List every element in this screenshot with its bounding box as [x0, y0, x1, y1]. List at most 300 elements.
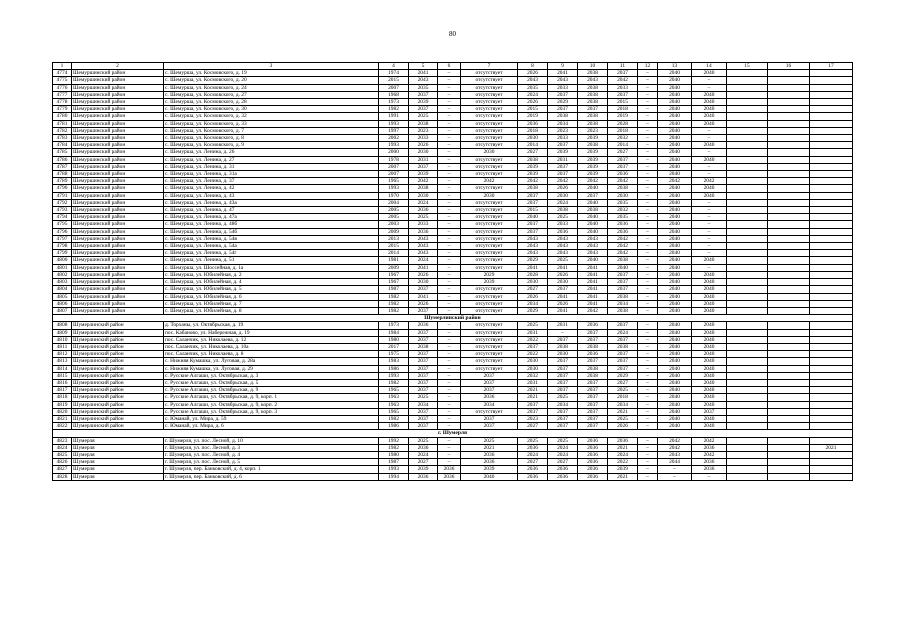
table-cell: –	[438, 91, 461, 98]
table-cell: 1982	[379, 300, 409, 307]
table-cell: отсутствует	[461, 142, 518, 149]
table-cell	[810, 113, 853, 120]
table-cell	[727, 387, 768, 394]
table-cell	[810, 437, 853, 444]
table-cell: 2037	[409, 351, 438, 358]
table-cell: 2040	[658, 142, 692, 149]
table-cell: 2026	[518, 70, 548, 77]
table-cell: Шемуршинский район	[72, 199, 164, 206]
table-cell: 2017	[379, 343, 409, 350]
table-cell: 2026	[518, 293, 548, 300]
table-cell: 2040	[658, 207, 692, 214]
table-cell: 2040	[692, 271, 727, 278]
table-cell: 2040	[658, 84, 692, 91]
table-cell: 2035	[608, 199, 638, 206]
table-cell: отсутствует	[461, 221, 518, 228]
table-cell: 2040	[658, 235, 692, 242]
table-cell: 2041	[578, 264, 608, 271]
table-cell: –	[692, 221, 727, 228]
table-cell: –	[638, 293, 658, 300]
table-cell	[727, 113, 768, 120]
table-cell: с. Шемурша, ул. Космовского, д. 7	[164, 127, 379, 134]
table-cell: 2027	[608, 149, 638, 156]
table-cell: г. Шумерля, ул. пос. Лесной, д. 4	[164, 451, 379, 458]
table-cell: 2040	[658, 243, 692, 250]
table-cell	[727, 171, 768, 178]
table-cell: отсутствует	[461, 135, 518, 142]
table-cell: 4798	[53, 243, 72, 250]
table-cell: с. Шемурша, ул. Ленина, д. 48б	[164, 221, 379, 228]
table-cell: 2038	[518, 156, 548, 163]
table-cell: отсутствует	[461, 322, 518, 329]
table-cell: 2026	[409, 142, 438, 149]
table-row	[53, 70, 853, 77]
table-cell	[810, 473, 853, 480]
table-cell: 2007	[379, 84, 409, 91]
table-cell: 4826	[53, 459, 72, 466]
table-cell: 2031	[518, 329, 548, 336]
table-cell: 2037	[578, 401, 608, 408]
table-row	[53, 293, 853, 300]
table-row	[53, 91, 853, 98]
table-cell: 2036	[578, 473, 608, 480]
table-cell: 2037	[578, 358, 608, 365]
table-cell	[768, 156, 810, 163]
table-cell: –	[692, 171, 727, 178]
table-cell: 2043	[548, 235, 578, 242]
table-cell: 2041	[409, 70, 438, 77]
table-cell: Шемуршинский район	[72, 214, 164, 221]
table-cell	[810, 228, 853, 235]
table-cell	[727, 120, 768, 127]
table-cell: 2037	[461, 423, 518, 430]
table-cell: г. Шумерля, пер. Банковский, д. 6	[164, 473, 379, 480]
table-cell: с. Шемурша, ул. Юбилейная, д. 7	[164, 300, 379, 307]
table-cell	[727, 84, 768, 91]
table-cell: 2038	[608, 185, 638, 192]
table-cell: 2040	[692, 336, 727, 343]
table-cell	[727, 135, 768, 142]
table-row	[53, 415, 853, 422]
table-cell: –	[658, 466, 692, 473]
table-cell: 4791	[53, 192, 72, 199]
table-cell: 2036	[692, 444, 727, 451]
table-cell: 2027	[608, 379, 638, 386]
table-cell: 1982	[379, 444, 409, 451]
table-cell: –	[438, 423, 461, 430]
table-cell: 4805	[53, 293, 72, 300]
table-cell: –	[438, 293, 461, 300]
table-cell: 2043	[409, 77, 438, 84]
table-row	[53, 459, 853, 466]
table-cell: 4780	[53, 113, 72, 120]
table-cell	[768, 99, 810, 106]
table-cell: –	[638, 408, 658, 415]
table-cell: 2041	[578, 300, 608, 307]
table-cell: с. Шемурша, ул. Юбилейная, д. 5	[164, 286, 379, 293]
table-cell	[727, 343, 768, 350]
table-cell: 2030	[409, 149, 438, 156]
table-cell: 2037	[518, 221, 548, 228]
table-cell: пос. Саланчик, ул. Николаева, д. 12	[164, 336, 379, 343]
table-cell: 4797	[53, 235, 72, 242]
table-cell: с. Нижняя Кумашка, ул. Луговая, д. 29	[164, 365, 379, 372]
table-cell: 2037	[608, 156, 638, 163]
table-row	[53, 207, 853, 214]
column-number: 14	[692, 63, 727, 70]
table-cell: 2037	[578, 336, 608, 343]
table-cell: 2038	[578, 91, 608, 98]
table-cell: Шумерля	[72, 459, 164, 466]
table-cell: 2041	[548, 307, 578, 314]
table-cell: отсутствует	[461, 257, 518, 264]
table-cell: 2022	[518, 351, 548, 358]
table-cell: 2037	[578, 192, 608, 199]
table-cell: с. Шемурша, ул. Ленина, д. 47	[164, 207, 379, 214]
table-cell: 2041	[548, 293, 578, 300]
table-cell	[727, 77, 768, 84]
table-cell	[810, 423, 853, 430]
table-cell: 2040	[692, 415, 727, 422]
table-cell: 2037	[518, 199, 548, 206]
table-cell	[768, 459, 810, 466]
table-cell: 2036	[578, 466, 608, 473]
table-cell: –	[638, 171, 658, 178]
table-cell: с. Шемурша, ул. Ленина, д. 26	[164, 149, 379, 156]
table-cell: 2022	[518, 336, 548, 343]
table-cell: Шемуршинский район	[72, 99, 164, 106]
table-cell: –	[638, 243, 658, 250]
table-cell: 4817	[53, 387, 72, 394]
table-cell: –	[638, 113, 658, 120]
table-cell: 2030	[518, 135, 548, 142]
table-cell: –	[638, 156, 658, 163]
table-cell	[727, 207, 768, 214]
table-cell: –	[438, 99, 461, 106]
table-cell: 2021	[810, 444, 853, 451]
table-cell: 2042	[658, 437, 692, 444]
table-cell: 1993	[379, 466, 409, 473]
table-cell: 2029	[608, 372, 638, 379]
table-cell: с. Шемурша, ул. Ленина, д. 47а	[164, 214, 379, 221]
table-cell: 2040	[658, 250, 692, 257]
table-cell: 2039	[578, 171, 608, 178]
table-cell: 2003	[379, 221, 409, 228]
table-cell: Шемуршинский район	[72, 77, 164, 84]
table-cell: 2038	[548, 113, 578, 120]
table-cell: 2032	[518, 372, 548, 379]
table-cell: 2036	[578, 437, 608, 444]
table-cell: 2040	[692, 379, 727, 386]
table-cell: 2040	[658, 135, 692, 142]
table-cell: 1973	[379, 322, 409, 329]
table-cell: 2040	[692, 286, 727, 293]
table-cell: 1992	[379, 437, 409, 444]
table-cell	[727, 473, 768, 480]
table-cell	[810, 343, 853, 350]
table-cell: 2043	[409, 243, 438, 250]
table-row	[53, 372, 853, 379]
table-cell: отсутствует	[461, 84, 518, 91]
table-cell: 1974	[379, 70, 409, 77]
table-cell: 2037	[409, 365, 438, 372]
table-cell: 2036	[409, 228, 438, 235]
table-cell: отсутствует	[461, 199, 518, 206]
table-cell	[810, 415, 853, 422]
table-cell	[727, 163, 768, 170]
table-cell: Шумерлинский район	[72, 372, 164, 379]
table-cell: –	[438, 235, 461, 242]
table-cell: отсутствует	[461, 185, 518, 192]
table-cell: Шемуршинский район	[72, 106, 164, 113]
table-cell: –	[692, 207, 727, 214]
table-cell: 2044	[658, 459, 692, 466]
table-cell: –	[438, 120, 461, 127]
table-cell: с. Шемурша, ул. Ленина, д. 31	[164, 163, 379, 170]
table-cell: 2037	[608, 271, 638, 278]
column-number: 6	[438, 63, 461, 70]
table-cell: 2039	[578, 156, 608, 163]
table-cell	[810, 207, 853, 214]
table-cell: 2007	[379, 171, 409, 178]
table-row	[53, 307, 853, 314]
table-cell: 1986	[379, 365, 409, 372]
column-number-row	[53, 63, 853, 70]
table-cell: 2024	[548, 199, 578, 206]
table-cell: 1963	[379, 401, 409, 408]
table-cell: 2007	[379, 163, 409, 170]
table-cell: 2034	[409, 401, 438, 408]
table-cell: Шумерлинский район	[72, 379, 164, 386]
table-row	[53, 271, 853, 278]
table-cell: 2036	[438, 473, 461, 480]
table-cell: отсутствует	[461, 70, 518, 77]
table-cell: 2042	[518, 178, 548, 185]
table-cell: –	[438, 372, 461, 379]
table-cell: 4792	[53, 199, 72, 206]
table-cell: 2009	[379, 228, 409, 235]
table-cell	[768, 379, 810, 386]
table-cell	[768, 178, 810, 185]
table-cell: 2040	[658, 408, 692, 415]
table-cell: 4788	[53, 171, 72, 178]
table-cell: 2036	[578, 444, 608, 451]
table-cell: –	[438, 185, 461, 192]
table-cell: 2034	[608, 401, 638, 408]
table-cell: 2033	[409, 135, 438, 142]
table-cell: с. Юманай, ул. Мира, д. 6	[164, 423, 379, 430]
table-cell	[768, 466, 810, 473]
table-cell: 2015	[379, 243, 409, 250]
table-cell: 1982	[379, 307, 409, 314]
table-cell: –	[638, 351, 658, 358]
table-row	[53, 358, 853, 365]
table-cell: Шумерлинский район	[72, 408, 164, 415]
table-cell	[727, 329, 768, 336]
table-cell: 2043	[548, 77, 578, 84]
table-cell: отсутствует	[461, 106, 518, 113]
table-cell: 2025	[409, 437, 438, 444]
table-cell: 2040	[578, 221, 608, 228]
table-cell: 2043	[578, 77, 608, 84]
table-row	[53, 365, 853, 372]
table-cell: 4811	[53, 343, 72, 350]
table-cell: 2040	[692, 365, 727, 372]
table-cell	[810, 336, 853, 343]
table-cell: 2040	[658, 293, 692, 300]
table-cell: –	[638, 307, 658, 314]
table-cell: 1987	[379, 286, 409, 293]
table-cell: 1983	[379, 358, 409, 365]
table-cell	[727, 293, 768, 300]
table-cell: 2037	[608, 351, 638, 358]
table-cell: 2004	[379, 199, 409, 206]
table-cell: 2029	[518, 257, 548, 264]
table-cell: 2043	[578, 243, 608, 250]
table-cell: 2037	[548, 163, 578, 170]
table-cell: 2038	[578, 120, 608, 127]
table-cell: 4821	[53, 415, 72, 422]
table-cell: 2040	[658, 329, 692, 336]
table-cell: 2028	[608, 120, 638, 127]
table-cell: с. Шемурша, ул. Космовского, д. 19	[164, 70, 379, 77]
table-cell: отсутствует	[461, 228, 518, 235]
table-cell: 2040	[658, 336, 692, 343]
table-cell: 2038	[608, 343, 638, 350]
table-cell: –	[438, 379, 461, 386]
table-cell: –	[638, 336, 658, 343]
table-cell: 2036	[692, 466, 727, 473]
table-cell: –	[638, 444, 658, 451]
table-cell: 2005	[379, 207, 409, 214]
table-cell: с. Шемурша, ул. Космовского, д. 9	[164, 142, 379, 149]
table-cell	[727, 228, 768, 235]
table-cell: –	[638, 135, 658, 142]
table-cell: с. Шемурша, ул. Ленина, д. 31а	[164, 171, 379, 178]
table-cell	[810, 271, 853, 278]
table-cell: 2025	[608, 415, 638, 422]
table-cell: Шумерлинский район	[72, 401, 164, 408]
table-cell: –	[692, 250, 727, 257]
table-cell	[768, 365, 810, 372]
table-cell: 2021	[608, 444, 638, 451]
table-cell: 2037	[578, 423, 608, 430]
table-cell: 4809	[53, 329, 72, 336]
table-cell: отсутствует	[461, 77, 518, 84]
table-cell: –	[692, 214, 727, 221]
table-cell: –	[438, 437, 461, 444]
column-number: 13	[658, 63, 692, 70]
table-cell: 2031	[518, 379, 548, 386]
table-row	[53, 444, 853, 451]
column-number: 8	[518, 63, 548, 70]
table-cell: –	[438, 365, 461, 372]
table-cell: –	[638, 279, 658, 286]
table-cell: –	[638, 401, 658, 408]
table-cell: 2037	[409, 408, 438, 415]
table-cell: 2029	[518, 307, 548, 314]
table-cell: отсутствует	[461, 300, 518, 307]
table-row	[53, 84, 853, 91]
table-cell: Шумерлинский район	[72, 415, 164, 422]
table-cell: с. Шемурша, ул. Ленина, д. 43а	[164, 199, 379, 206]
table-cell: с. Шемурша, ул. Ленина, д. 27	[164, 156, 379, 163]
table-cell: 2040	[658, 343, 692, 350]
table-cell: 2040	[578, 214, 608, 221]
table-cell: отсутствует	[461, 329, 518, 336]
table-cell: –	[638, 77, 658, 84]
table-cell: 1987	[379, 459, 409, 466]
table-cell	[727, 235, 768, 242]
table-row	[53, 113, 853, 120]
table-cell: 2037	[518, 408, 548, 415]
table-cell	[810, 300, 853, 307]
table-cell: 2040	[658, 70, 692, 77]
table-cell: –	[438, 163, 461, 170]
table-cell	[810, 149, 853, 156]
table-cell: 2040	[692, 99, 727, 106]
table-cell: Шемуршинский район	[72, 286, 164, 293]
table-cell: с. Шемурша, ул. Шоссейная, д. 1а	[164, 264, 379, 271]
table-row	[53, 214, 853, 221]
table-cell	[727, 451, 768, 458]
table-cell: 1986	[379, 423, 409, 430]
table-cell	[768, 243, 810, 250]
table-cell: 2009	[379, 264, 409, 271]
table-cell: 2030	[518, 365, 548, 372]
table-row	[53, 163, 853, 170]
table-cell: 2025	[518, 322, 548, 329]
table-cell: 1993	[379, 372, 409, 379]
table-cell: –	[638, 142, 658, 149]
table-cell: 2025	[461, 437, 518, 444]
table-cell: отсутствует	[461, 127, 518, 134]
table-cell: Шемуршинский район	[72, 221, 164, 228]
table-cell: 2037	[409, 379, 438, 386]
table-cell	[768, 120, 810, 127]
table-cell	[810, 178, 853, 185]
table-cell: отсутствует	[461, 365, 518, 372]
table-cell: –	[438, 451, 461, 458]
column-number: 4	[379, 63, 409, 70]
table-cell: Шемуршинский район	[72, 307, 164, 314]
table-cell: 4777	[53, 91, 72, 98]
table-cell: с. Шемурша, ул. Юбилейная, д. 4	[164, 279, 379, 286]
table-cell	[768, 279, 810, 286]
table-cell: –	[692, 228, 727, 235]
table-cell: –	[638, 372, 658, 379]
table-cell	[810, 192, 853, 199]
table-cell: –	[638, 343, 658, 350]
table-cell: 4819	[53, 401, 72, 408]
table-cell: отсутствует	[461, 358, 518, 365]
table-cell: 2037	[409, 329, 438, 336]
table-cell: 2040	[658, 127, 692, 134]
table-cell: 4800	[53, 257, 72, 264]
section-heading: Шумерлинский район	[53, 315, 853, 322]
table-cell	[768, 329, 810, 336]
table-cell	[768, 336, 810, 343]
table-cell: Шемуршинский район	[72, 163, 164, 170]
table-cell: 4813	[53, 358, 72, 365]
table-cell: 2036	[608, 437, 638, 444]
table-cell: 2040	[692, 394, 727, 401]
table-cell: 1965	[379, 408, 409, 415]
table-cell: –	[438, 127, 461, 134]
table-cell: 2042	[608, 178, 638, 185]
table-cell: 2031	[409, 156, 438, 163]
table-cell: 2040	[658, 351, 692, 358]
